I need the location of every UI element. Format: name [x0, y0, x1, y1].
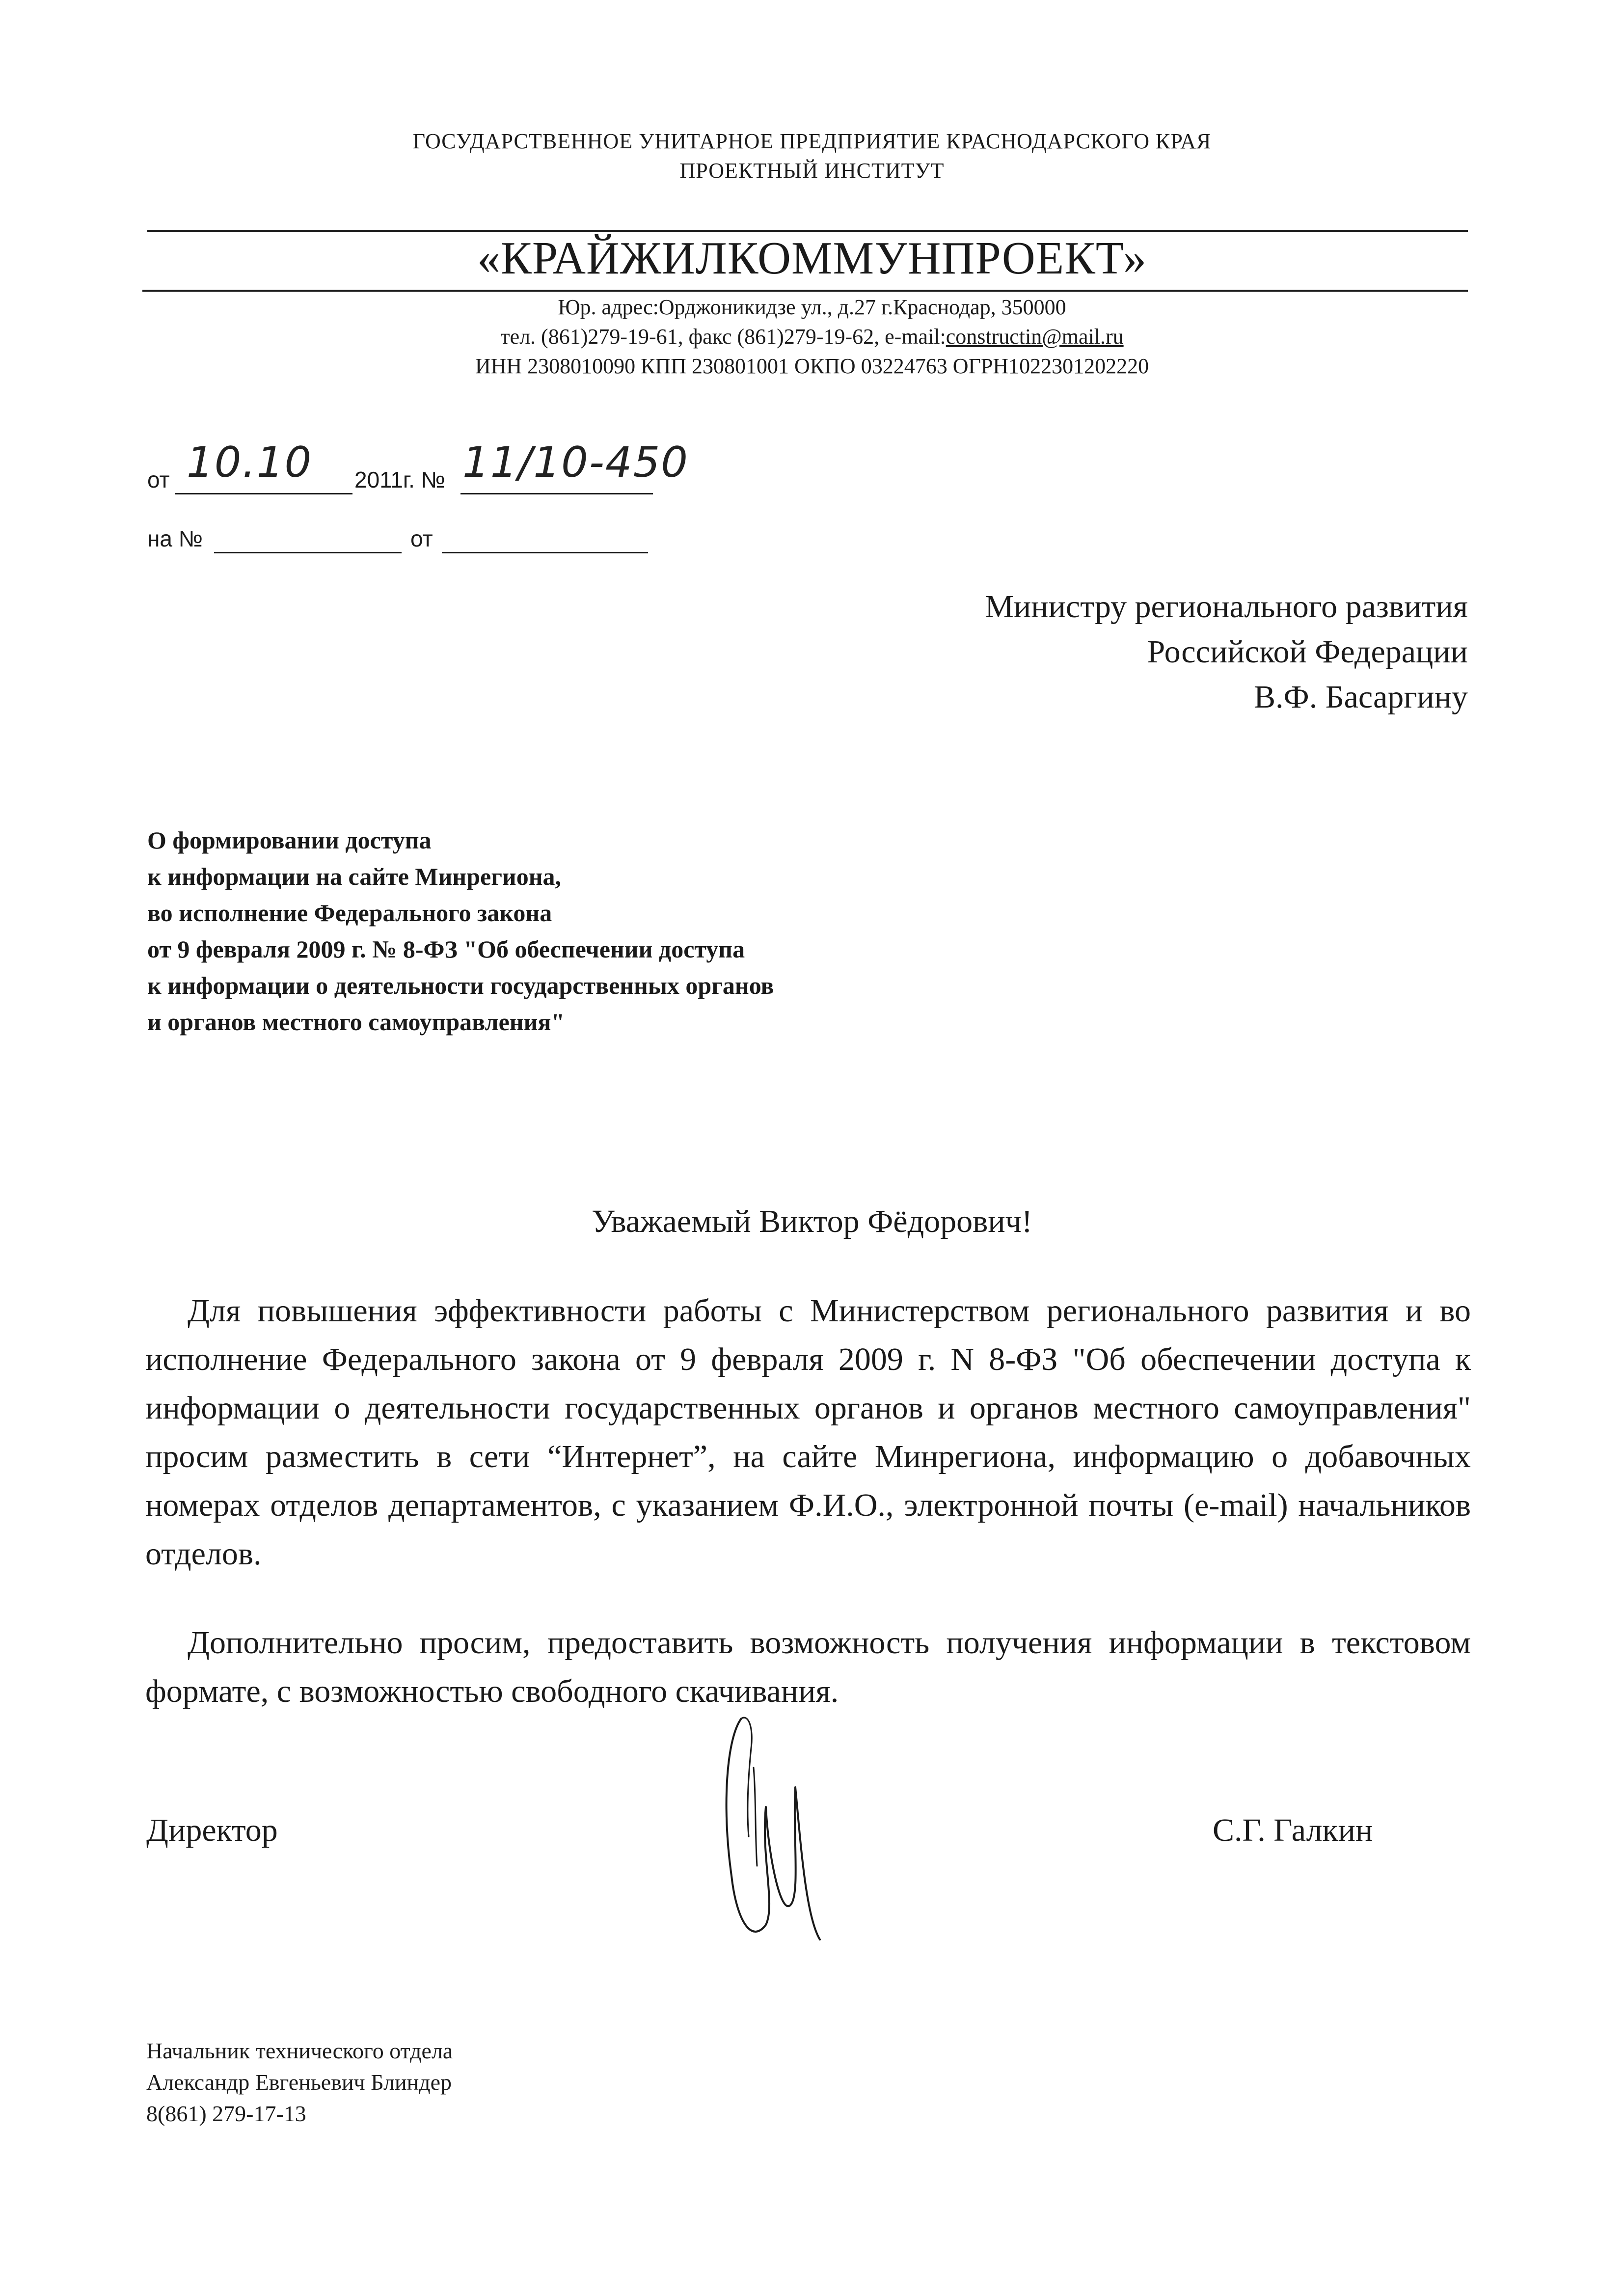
- reply-date-underline: [442, 552, 648, 553]
- signatory-name: С.Г. Галкин: [1213, 1812, 1373, 1848]
- registration-codes: ИНН 2308010090 КПП 230801001 ОКПО 03224763 ОГРН1022301202220: [475, 354, 1149, 378]
- reply-number-underline: [214, 552, 402, 553]
- ref-from-label: от: [147, 467, 170, 492]
- header-bottom-rule: [142, 290, 1468, 292]
- contact-line: [0, 324, 1624, 349]
- body-paragraph-1: Для повышения эффективности работы с Министерством регионального развития и во исполнение Федерального закона от 9 февраля 2009 г. N 8-ФЗ "Об обеспечении доступа к информации о деятельности государственных органов и органов местного самоуправления" просим разместить в сети “Интернет”, на сайте Минрегиона, информацию о добавочных номерах отделов департаментов, с указанием Ф.И.О., электронной почты (e-mail) начальников отделов.: [145, 1293, 1471, 1572]
- org-type-line: ГОСУДАРСТВЕННОЕ УНИТАРНОЕ ПРЕДПРИЯТИЕ КРАСНОДАРСКОГО КРАЯ: [412, 129, 1212, 153]
- ref-date-underline: [175, 493, 352, 494]
- body-paragraph-2: Дополнительно просим, предоставить возможность получения информации в текстовом формате, с возможностью свободного скачивания.: [145, 1625, 1471, 1709]
- handwritten-signature-icon: [707, 1709, 835, 1964]
- reply-from-label: от: [410, 526, 433, 551]
- ref-year-label: 2011г. №: [354, 467, 445, 492]
- subject-line: от 9 февраля 2009 г. № 8-ФЗ "Об обеспечении доступа: [147, 935, 745, 963]
- contact-name: Александр Евгеньевич Блиндер: [146, 2070, 452, 2095]
- subject-line: и органов местного самоуправления": [147, 1008, 565, 1036]
- ref-number-handwritten: 11/10-450: [462, 438, 689, 487]
- subject-line: О формировании доступа: [147, 826, 432, 854]
- salutation: Уважаемый Виктор Фёдорович!: [592, 1203, 1032, 1239]
- contact-phone: 8(861) 279-17-13: [146, 2101, 306, 2126]
- phone-fax-text: тел. (861)279-19-61, факс (861)279-19-62, e-mail:: [500, 325, 946, 349]
- legal-address: Юр. адрес:Орджоникидзе ул., д.27 г.Краснодар, 350000: [558, 295, 1066, 319]
- org-subtitle-line: ПРОЕКТНЫЙ ИНСТИТУТ: [679, 159, 945, 183]
- subject-line: во исполнение Федерального закона: [147, 899, 552, 927]
- ref-date-handwritten: 10.10: [187, 438, 313, 487]
- subject-line: к информации о деятельности государственных органов: [147, 972, 774, 999]
- addressee-line-2: Российской Федерации: [1147, 634, 1468, 670]
- signatory-position: Директор: [146, 1812, 278, 1848]
- email-link[interactable]: constructin@mail.ru: [946, 325, 1124, 349]
- addressee-line-1: Министру регионального развития: [985, 589, 1468, 625]
- reply-number-label: на №: [147, 526, 203, 551]
- org-name: «КРАЙЖИЛКОММУНПРОЕКТ»: [477, 233, 1147, 284]
- subject-line: к информации на сайте Минрегиона,: [147, 863, 562, 890]
- ref-number-underline: [460, 493, 653, 494]
- addressee-line-3: В.Ф. Басаргину: [1254, 679, 1468, 715]
- contact-position: Начальник технического отдела: [146, 2038, 453, 2063]
